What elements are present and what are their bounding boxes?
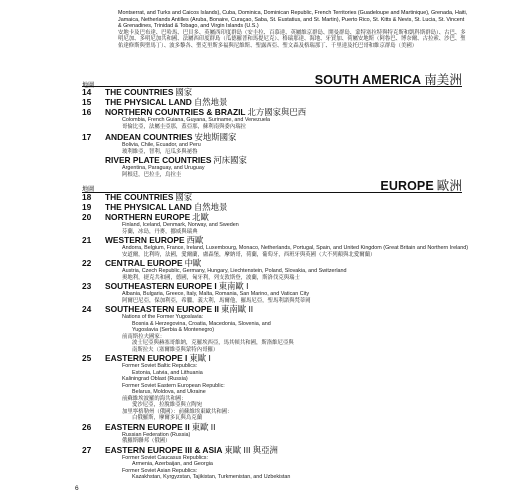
toc-entry-18[interactable] — [82, 193, 472, 202]
entry-countries: Colombia, French Guiana, Guyana, Suriname, and Venezuela — [122, 117, 271, 123]
entry-number: 24 — [82, 304, 92, 314]
europe-map-label: 地圖 — [82, 186, 95, 193]
intro-english: Montserrat, and Turks and Caicos Islands), Cuba, Dominica, Dominican Republic, French Territories (Guadeloupe and Martinique), Grenada, Haiti, Jamaica, Netherlands Antilles (Aruba, Bonaire, Curaçao, Saba, St. Eustatius, and St. Martin), Puerto Rico, St. Kitts & Nevis, St. Lucia, St. Vincent & Grenadines, Trinidad & Tobago, and Virgin Islands (U.S.) — [118, 10, 468, 30]
entry-group-label: Former Soviet Caucasus Republics: — [122, 454, 208, 461]
entry-title: THE COUNTRIES — [105, 192, 174, 202]
entry-title-zh: 東歐 III 與亞洲 — [224, 444, 278, 455]
south-america-entries — [82, 88, 472, 179]
entry-title: NORTHERN COUNTRIES & BRAZIL — [105, 107, 246, 117]
entry-countries: Russian Federation (Russia) — [122, 431, 191, 438]
entry-number: 19 — [82, 202, 92, 212]
toc-entry-25[interactable] — [82, 354, 472, 422]
entry-countries: Yugoslavia (Serbia & Montenegro) — [132, 327, 215, 333]
entry-countries-zh: 愛沙尼亞，拉脫維亞與立陶宛 — [132, 402, 203, 408]
entry-countries: Estonia, Latvia, and Lithuania — [132, 369, 203, 376]
entry-countries: Austria, Czech Republic, Germany, Hungary, Liechtenstein, Poland, Slovakia, and Switzerland — [122, 268, 347, 274]
entry-title-zh: 東歐 II — [191, 421, 216, 432]
toc-entry-river-plate[interactable] — [82, 156, 472, 178]
entry-title: EASTERN EUROPE I — [105, 353, 188, 363]
toc-entry-15[interactable] — [82, 98, 472, 107]
entry-title: EASTERN EUROPE II — [105, 421, 190, 432]
entry-countries-zh: 哥倫比亞，法屬圭亞那，蓋亞那，蘇利南與委內瑞拉 — [122, 123, 246, 130]
south-america-heading-zh: 南美洲 — [424, 73, 462, 87]
entry-countries-zh: 阿根廷，巴拉圭，烏拉圭 — [122, 171, 182, 178]
toc-entry-20[interactable] — [82, 213, 472, 235]
entry-countries: Armenia, Azerbaijan, and Georgia — [132, 461, 213, 467]
europe-heading-zh: 歐洲 — [436, 179, 462, 193]
entry-title: ANDEAN COUNTRIES — [105, 132, 193, 142]
toc-entry-22[interactable] — [82, 259, 472, 281]
entry-group-label-zh: 前蘇維埃波羅的海共和國： — [122, 395, 187, 402]
entry-title-zh: 國家 — [175, 87, 193, 97]
page-number: 6 — [75, 485, 79, 492]
entry-countries-zh: 安道爾，比利時，法國，愛爾蘭，盧森堡，摩納哥，荷蘭，葡萄牙，西班牙與英國（大不列顛與北愛爾蘭） — [122, 251, 376, 258]
entry-group-label: Former Soviet Baltic Republics: — [122, 363, 198, 369]
entry-title: SOUTHEASTERN EUROPE II — [105, 304, 220, 314]
entry-number: 22 — [82, 258, 92, 268]
entry-countries-zh: 南斯拉夫（塞爾維亞與蒙特內哥羅） — [132, 346, 219, 353]
entry-number: 17 — [82, 132, 92, 142]
entry-title-zh: 河床國家 — [213, 155, 247, 165]
europe-entries — [82, 193, 472, 482]
entry-title-zh: 西歐 — [186, 235, 204, 245]
toc-entry-26[interactable] — [82, 423, 472, 445]
entry-number: 21 — [82, 235, 92, 245]
toc-entry-19[interactable] — [82, 203, 472, 212]
entry-title-zh: 自然地景 — [193, 202, 228, 212]
entry-number: 14 — [82, 87, 92, 97]
entry-group-label: Former Soviet Asian Republics: — [122, 467, 198, 474]
entry-title-zh: 自然地景 — [193, 97, 228, 107]
europe-heading-en: EUROPE — [380, 179, 434, 193]
entry-countries-zh: 芬蘭，冰島，丹麥，挪威與瑞典 — [122, 228, 198, 235]
entry-number: 18 — [82, 192, 92, 202]
entry-title-zh: 北方國家與巴西 — [247, 107, 307, 117]
entry-group-label-zh: 前南斯拉夫國家： — [122, 333, 166, 340]
entry-group-label: Kaliningrad Oblast (Russia) — [122, 376, 188, 382]
entry-countries-zh: 奧地利，捷克共和國，德國，匈牙利，列支敦斯登，波蘭，斯洛伐克與瑞士 — [122, 274, 300, 281]
entry-title: WESTERN EUROPE — [105, 235, 185, 245]
entry-number: 20 — [82, 212, 92, 222]
entry-title: RIVER PLATE COUNTRIES — [105, 155, 212, 165]
entry-group-label-zh: 加里寧格勒州（俄國）：前蘇維埃東歐共和國： — [122, 408, 233, 415]
entry-countries: Bosnia & Herzegovina, Croatia, Macedonia, Slovenia, and — [132, 320, 271, 327]
entry-title-zh: 東歐 I — [189, 353, 211, 363]
entry-countries: Bolivia, Chile, Ecuador, and Peru — [122, 142, 201, 148]
toc-entry-16[interactable] — [82, 108, 472, 130]
entry-title-zh: 中歐 — [184, 258, 202, 268]
entry-group-label: Nations of the Former Yugoslavia: — [122, 314, 204, 320]
entry-group-label: Former Soviet Eastern European Republic: — [122, 382, 225, 389]
entry-title: THE COUNTRIES — [105, 87, 174, 97]
entry-title: THE PHYSICAL LAND — [105, 97, 192, 107]
entry-countries: Belarus, Moldova, and Ukraine — [132, 389, 206, 395]
south-america-heading-en: SOUTH AMERICA — [314, 73, 422, 87]
entry-countries: Andorra, Belgium, France, Ireland, Luxembourg, Monaco, Netherlands, Portugal, Spain, and United Kingdom (Great Britain and Northern Ireland) — [122, 245, 469, 251]
intro-paragraph — [118, 10, 468, 50]
entry-title: EASTERN EUROPE III & ASIA — [105, 444, 223, 455]
entry-number: 15 — [82, 97, 92, 107]
entry-countries-zh: 波士尼亞與赫塞哥維納，克羅埃西亞，馬其頓共和國，斯洛維尼亞與 — [132, 340, 294, 346]
entry-countries-zh: 玻利維亞，智利，厄瓜多與祕魯 — [122, 148, 198, 155]
entry-title-zh: 東南歐 II — [221, 304, 254, 314]
toc-entry-23[interactable] — [82, 282, 472, 304]
entry-countries: Kazakhstan, Kyrgyzstan, Tajikistan, Turkmenistan, and Uzbekistan — [132, 474, 291, 480]
entry-title-zh: 安地斯國家 — [194, 132, 237, 142]
south-america-map-label: 地圖 — [82, 82, 95, 89]
entry-title-zh: 國家 — [175, 192, 193, 202]
entry-number: 25 — [82, 353, 92, 363]
intro-chinese: 安地卡及巴布達、巴哈馬、巴貝多、英屬西印度群島（安圭拉、百慕達、英屬維京群島、開曼群島、蒙特塞拉特與特克斯和凱科斯群島）、古巴、多明尼加、多明尼加共和國、法屬西印度群島（瓜德羅普和馬提尼克）、格瑞那達、海地、牙買加、荷屬安地斯（阿魯巴、博奈爾、古拉索、沙巴、聖佑達修斯與聖馬丁）、波多黎各、聖克里斯多福與尼維斯、聖露西亞、聖文森及格瑞那丁、千里達及托巴哥和維京群島（美國） — [118, 29, 466, 49]
entry-countries-zh: 阿爾巴尼亞，保加利亞，希臘，義大利，馬爾他，羅馬尼亞，聖馬利諾與梵蒂岡 — [122, 297, 311, 304]
toc-entry-27[interactable] — [82, 446, 472, 481]
entry-title: NORTHERN EUROPE — [105, 212, 191, 222]
entry-number: 16 — [82, 107, 92, 117]
toc-entry-14[interactable] — [82, 88, 472, 97]
entry-title: CENTRAL EUROPE — [105, 258, 183, 268]
entry-number: 23 — [82, 281, 92, 291]
toc-entry-21[interactable] — [82, 236, 472, 258]
entry-countries-zh: 白俄羅斯，摩爾多瓦與烏克蘭 — [132, 415, 203, 421]
entry-number: 26 — [82, 421, 92, 432]
entry-countries-zh: 俄羅斯聯邦（俄國） — [122, 438, 171, 444]
entry-title: SOUTHEASTERN EUROPE I — [105, 281, 217, 291]
entry-countries: Albania, Bulgaria, Greece, Italy, Malta, Romania, San Marino, and Vatican City — [122, 291, 310, 297]
entry-countries: Argentina, Paraguay, and Uruguay — [122, 165, 205, 171]
entry-number: 27 — [82, 444, 92, 455]
entry-title: THE PHYSICAL LAND — [105, 202, 192, 212]
entry-countries: Finland, Iceland, Denmark, Norway, and Sweden — [122, 222, 239, 228]
entry-title-zh: 東南歐 I — [218, 281, 249, 291]
toc-entry-24[interactable] — [82, 305, 472, 353]
toc-entry-17[interactable] — [82, 133, 472, 155]
entry-title-zh: 北歐 — [192, 212, 209, 222]
